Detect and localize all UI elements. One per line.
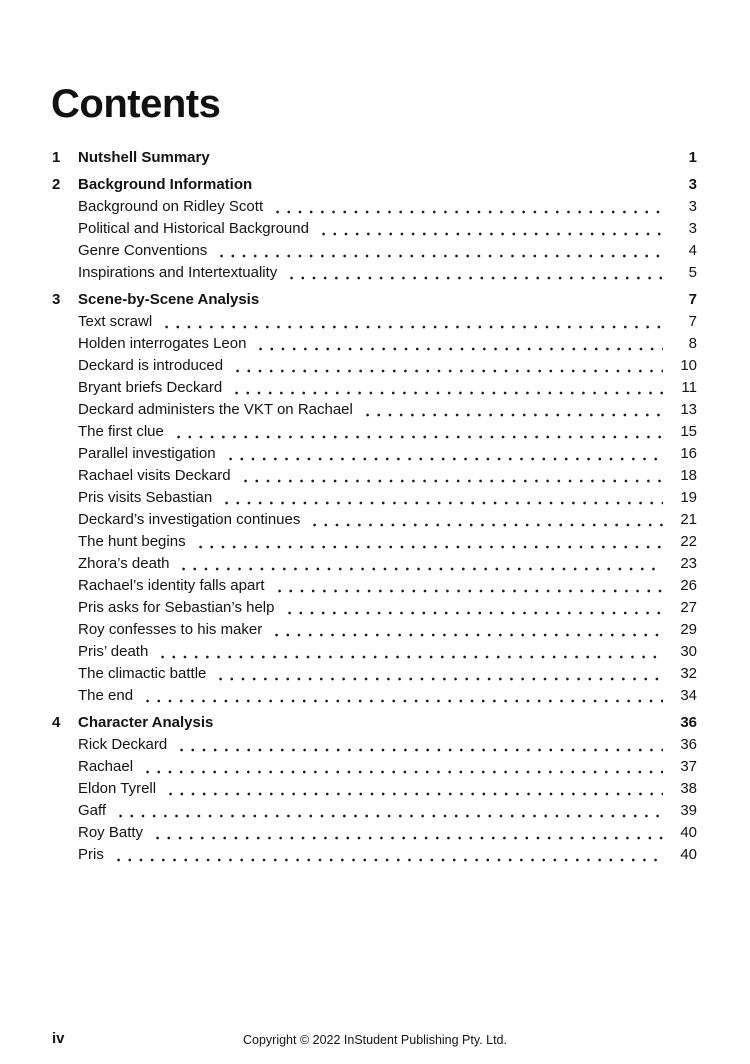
entry-label: Genre Conventions: [78, 242, 208, 259]
toc-entry-row[interactable]: [52, 218, 697, 240]
dot-leader: [163, 778, 663, 800]
dot-leader: [171, 421, 663, 443]
footer-page-number: iv: [52, 1030, 65, 1047]
entry-label: Background on Ridley Scott: [78, 198, 264, 215]
entry-label: Rachael: [78, 758, 134, 775]
toc-entry-row[interactable]: [52, 734, 697, 756]
entry-label: Roy Batty: [78, 824, 144, 841]
dot-leader: [307, 509, 663, 531]
entry-page-number: 21: [680, 511, 697, 528]
section-page-number: 36: [680, 714, 697, 731]
dot-leader: [150, 822, 663, 844]
section-number: 2: [52, 176, 61, 193]
toc-entry-row[interactable]: [52, 377, 697, 399]
entry-page-number: 36: [680, 736, 697, 753]
entry-page-number: 4: [688, 242, 697, 259]
entry-label: The climactic battle: [78, 665, 207, 682]
dot-leader: [214, 240, 663, 262]
section-title: Nutshell Summary: [78, 149, 210, 166]
entry-label: Bryant briefs Deckard: [78, 379, 223, 396]
section-page-number: 7: [688, 291, 697, 308]
entry-page-number: 13: [680, 401, 697, 418]
dot-leader: [193, 531, 663, 553]
dot-leader: [316, 218, 663, 240]
dot-leader: [213, 663, 663, 685]
entry-page-number: 11: [681, 379, 697, 396]
dot-leader: [270, 196, 663, 218]
dot-leader: [360, 399, 663, 421]
entry-page-number: 32: [680, 665, 697, 682]
entry-page-number: 37: [680, 758, 697, 775]
toc-entry-row[interactable]: [52, 443, 697, 465]
toc-entry-row[interactable]: [52, 822, 697, 844]
section-title: Character Analysis: [78, 714, 214, 731]
entry-page-number: 38: [680, 780, 697, 797]
section-number: 1: [52, 149, 61, 166]
entry-page-number: 15: [680, 423, 697, 440]
entry-page-number: 3: [688, 198, 697, 215]
entry-label: The hunt begins: [78, 533, 186, 550]
toc-entry-row[interactable]: [52, 262, 697, 284]
dot-leader: [223, 443, 663, 465]
toc-section-row[interactable]: [52, 174, 697, 196]
toc-entry-row[interactable]: [52, 509, 697, 531]
entry-page-number: 26: [680, 577, 697, 594]
dot-leader: [253, 333, 663, 355]
entry-label: Holden interrogates Leon: [78, 335, 247, 352]
toc-entry-row[interactable]: [52, 333, 697, 355]
toc-entry-row[interactable]: [52, 465, 697, 487]
dot-leader: [230, 355, 663, 377]
section-title: Scene-by-Scene Analysis: [78, 291, 260, 308]
toc-entry-row[interactable]: [52, 844, 697, 866]
toc-entry-row[interactable]: [52, 800, 697, 822]
entry-page-number: 23: [680, 555, 697, 572]
toc-section-row[interactable]: [52, 147, 697, 169]
dot-leader: [140, 756, 663, 778]
dot-leader: [176, 553, 663, 575]
entry-page-number: 3: [688, 220, 697, 237]
entry-label: Rachael visits Deckard: [78, 467, 231, 484]
dot-leader: [217, 147, 663, 169]
entry-page-number: 40: [680, 846, 697, 863]
dot-leader: [155, 641, 663, 663]
entry-page-number: 10: [680, 357, 697, 374]
page-title: Contents: [51, 82, 221, 126]
dot-leader: [282, 597, 664, 619]
entry-label: Zhora’s death: [78, 555, 170, 572]
entry-label: Deckard’s investigation continues: [78, 511, 301, 528]
toc-entry-row[interactable]: [52, 355, 697, 377]
toc-entry-row[interactable]: [52, 663, 697, 685]
entry-page-number: 39: [680, 802, 697, 819]
entry-label: Political and Historical Background: [78, 220, 309, 237]
entry-label: Deckard administers the VKT on Rachael: [78, 401, 353, 418]
toc-section-row[interactable]: [52, 712, 697, 734]
section-number: 3: [52, 291, 61, 308]
footer-copyright: Copyright © 2022 InStudent Publishing Pty. Ltd.: [242, 1033, 507, 1047]
section-title: Background Information: [78, 176, 253, 193]
entry-page-number: 30: [680, 643, 697, 660]
entry-label: The end: [78, 687, 134, 704]
entry-label: Pris: [78, 846, 104, 863]
toc-entry-row[interactable]: [52, 487, 697, 509]
entry-label: Parallel investigation: [78, 445, 216, 462]
dot-leader: [159, 311, 663, 333]
toc-entry-row[interactable]: [52, 641, 697, 663]
toc-entry-row[interactable]: [52, 240, 697, 262]
dot-leader: [284, 262, 663, 284]
entry-label: Rick Deckard: [78, 736, 168, 753]
entry-page-number: 27: [680, 599, 697, 616]
dot-leader: [174, 734, 663, 756]
entry-label: Pris asks for Sebastian’s help: [78, 599, 275, 616]
toc-entry-row[interactable]: [52, 311, 697, 333]
dot-leader: [111, 844, 663, 866]
dot-leader: [113, 800, 663, 822]
toc-entry-row[interactable]: [52, 778, 697, 800]
entry-page-number: 34: [680, 687, 697, 704]
entry-page-number: 5: [688, 264, 697, 281]
toc-entry-row[interactable]: [52, 196, 697, 218]
toc: [52, 142, 697, 866]
toc-entry-row[interactable]: [52, 421, 697, 443]
entry-page-number: 18: [680, 467, 697, 484]
toc-entry-row[interactable]: [52, 685, 697, 707]
entry-label: Eldon Tyrell: [78, 780, 157, 797]
section-page-number: 1: [688, 149, 697, 166]
entry-page-number: 8: [688, 335, 697, 352]
entry-label: Inspirations and Intertextuality: [78, 264, 278, 281]
dot-leader: [238, 465, 663, 487]
entry-page-number: 19: [680, 489, 697, 506]
entry-page-number: 7: [688, 313, 697, 330]
entry-page-number: 22: [680, 533, 697, 550]
entry-label: The first clue: [78, 423, 164, 440]
dot-leader: [219, 487, 663, 509]
dot-leader: [229, 377, 663, 399]
dot-leader: [220, 712, 663, 734]
toc-entry-row[interactable]: [52, 399, 697, 421]
dot-leader: [140, 685, 663, 707]
toc-entry-row[interactable]: [52, 756, 697, 778]
entry-label: Deckard is introduced: [78, 357, 224, 374]
dot-leader: [272, 575, 664, 597]
entry-label: Roy confesses to his maker: [78, 621, 263, 638]
dot-leader: [266, 289, 663, 311]
entry-label: Pris visits Sebastian: [78, 489, 213, 506]
section-number: 4: [52, 714, 61, 731]
entry-page-number: 29: [680, 621, 697, 638]
toc-section-row[interactable]: [52, 289, 697, 311]
entry-page-number: 16: [680, 445, 697, 462]
entry-page-number: 40: [680, 824, 697, 841]
dot-leader: [259, 174, 663, 196]
dot-leader: [269, 619, 663, 641]
section-page-number: 3: [688, 176, 697, 193]
entry-label: Rachael’s identity falls apart: [78, 577, 265, 594]
entry-label: Text scrawl: [78, 313, 153, 330]
toc-entry-row[interactable]: [52, 531, 697, 553]
entry-label: Gaff: [78, 802, 107, 819]
toc-entry-row[interactable]: [52, 575, 697, 597]
toc-entry-row[interactable]: [52, 619, 697, 641]
toc-entry-row[interactable]: [52, 553, 697, 575]
entry-label: Pris’ death: [78, 643, 149, 660]
toc-entry-row[interactable]: [52, 597, 697, 619]
